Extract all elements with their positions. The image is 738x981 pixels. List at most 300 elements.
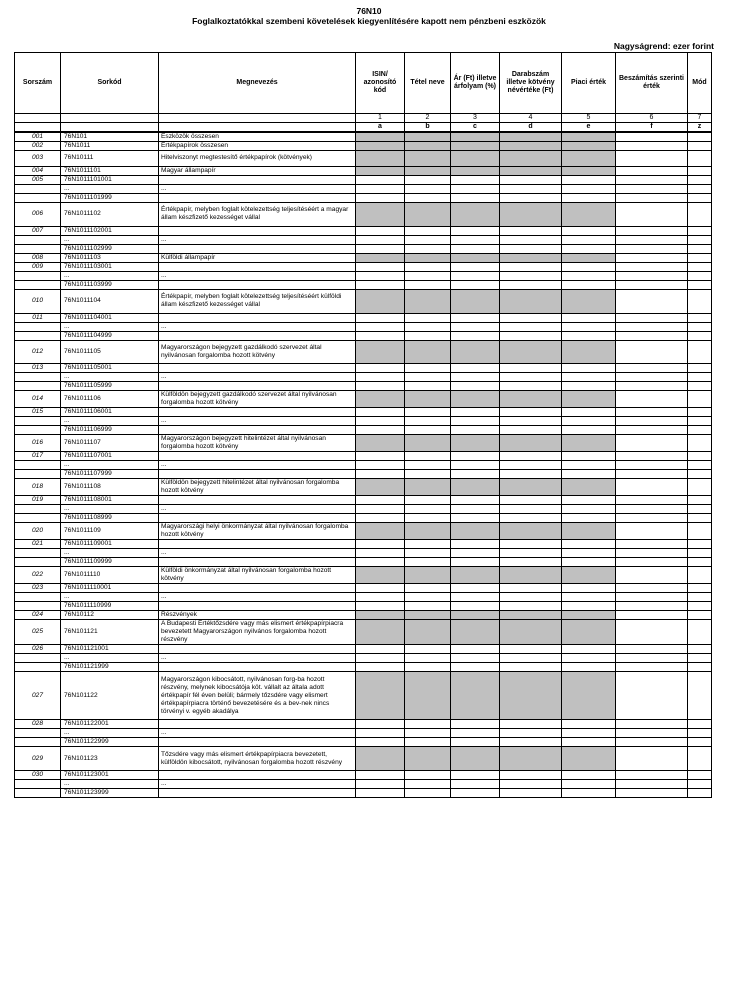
input-cell[interactable] [688,142,712,151]
input-cell[interactable] [616,593,688,602]
input-cell[interactable] [562,226,616,235]
input-cell[interactable] [500,193,562,202]
input-cell[interactable] [688,373,712,382]
input-cell[interactable] [616,620,688,645]
input-cell[interactable] [356,788,405,797]
input-cell[interactable] [616,175,688,184]
input-cell[interactable] [451,193,500,202]
input-cell[interactable] [500,663,562,672]
input-cell[interactable] [405,461,451,470]
input-cell[interactable] [451,663,500,672]
input-cell[interactable] [356,461,405,470]
input-cell[interactable] [356,514,405,523]
input-cell[interactable] [356,505,405,514]
input-cell[interactable] [688,417,712,426]
input-cell[interactable] [451,549,500,558]
input-cell[interactable] [562,426,616,435]
input-cell[interactable] [451,175,500,184]
input-cell[interactable] [616,747,688,771]
input-cell[interactable] [688,253,712,262]
input-cell[interactable] [500,461,562,470]
input-cell[interactable] [688,435,712,452]
input-cell[interactable] [500,584,562,593]
input-cell[interactable] [405,244,451,253]
input-cell[interactable] [451,514,500,523]
input-cell[interactable] [356,602,405,611]
input-cell[interactable] [688,779,712,788]
input-cell[interactable] [451,645,500,654]
input-cell[interactable] [451,788,500,797]
input-cell[interactable] [500,738,562,747]
input-cell[interactable] [356,373,405,382]
input-cell[interactable] [405,193,451,202]
input-cell[interactable] [356,779,405,788]
input-cell[interactable] [616,720,688,729]
input-cell[interactable] [451,426,500,435]
input-cell[interactable] [616,151,688,167]
input-cell[interactable] [356,470,405,479]
input-cell[interactable] [500,244,562,253]
input-cell[interactable] [405,729,451,738]
input-cell[interactable] [405,720,451,729]
input-cell[interactable] [688,663,712,672]
input-cell[interactable] [356,417,405,426]
input-cell[interactable] [500,262,562,271]
input-cell[interactable] [616,193,688,202]
input-cell[interactable] [616,654,688,663]
input-cell[interactable] [688,340,712,364]
input-cell[interactable] [451,654,500,663]
input-cell[interactable] [451,417,500,426]
input-cell[interactable] [616,558,688,567]
input-cell[interactable] [500,540,562,549]
input-cell[interactable] [562,654,616,663]
input-cell[interactable] [616,672,688,720]
input-cell[interactable] [451,729,500,738]
input-cell[interactable] [688,593,712,602]
input-cell[interactable] [405,417,451,426]
input-cell[interactable] [356,549,405,558]
input-cell[interactable] [451,558,500,567]
input-cell[interactable] [616,244,688,253]
input-cell[interactable] [562,549,616,558]
input-cell[interactable] [688,747,712,771]
input-cell[interactable] [451,461,500,470]
input-cell[interactable] [405,505,451,514]
input-cell[interactable] [616,166,688,175]
input-cell[interactable] [616,788,688,797]
input-cell[interactable] [500,496,562,505]
input-cell[interactable] [405,280,451,289]
input-cell[interactable] [688,313,712,322]
input-cell[interactable] [562,271,616,280]
input-cell[interactable] [616,584,688,593]
input-cell[interactable] [688,602,712,611]
input-cell[interactable] [405,645,451,654]
input-cell[interactable] [500,770,562,779]
input-cell[interactable] [451,505,500,514]
input-cell[interactable] [405,364,451,373]
input-cell[interactable] [688,166,712,175]
input-cell[interactable] [500,788,562,797]
input-cell[interactable] [616,738,688,747]
input-cell[interactable] [688,672,712,720]
input-cell[interactable] [616,496,688,505]
input-cell[interactable] [405,779,451,788]
input-cell[interactable] [616,770,688,779]
input-cell[interactable] [356,244,405,253]
input-cell[interactable] [688,244,712,253]
input-cell[interactable] [451,408,500,417]
input-cell[interactable] [688,426,712,435]
input-cell[interactable] [500,313,562,322]
input-cell[interactable] [562,331,616,340]
input-cell[interactable] [688,151,712,167]
input-cell[interactable] [616,253,688,262]
input-cell[interactable] [616,479,688,496]
input-cell[interactable] [562,235,616,244]
input-cell[interactable] [688,654,712,663]
input-cell[interactable] [451,313,500,322]
input-cell[interactable] [500,175,562,184]
input-cell[interactable] [356,663,405,672]
input-cell[interactable] [616,262,688,271]
input-cell[interactable] [616,461,688,470]
input-cell[interactable] [451,452,500,461]
input-cell[interactable] [688,738,712,747]
input-cell[interactable] [356,738,405,747]
input-cell[interactable] [405,602,451,611]
input-cell[interactable] [451,184,500,193]
input-cell[interactable] [562,505,616,514]
input-cell[interactable] [451,364,500,373]
input-cell[interactable] [616,452,688,461]
input-cell[interactable] [616,426,688,435]
input-cell[interactable] [405,331,451,340]
input-cell[interactable] [562,280,616,289]
input-cell[interactable] [562,514,616,523]
input-cell[interactable] [688,496,712,505]
input-cell[interactable] [356,193,405,202]
input-cell[interactable] [451,720,500,729]
input-cell[interactable] [616,523,688,540]
input-cell[interactable] [405,558,451,567]
input-cell[interactable] [356,235,405,244]
input-cell[interactable] [562,470,616,479]
input-cell[interactable] [500,505,562,514]
input-cell[interactable] [562,313,616,322]
input-cell[interactable] [562,720,616,729]
input-cell[interactable] [405,175,451,184]
input-cell[interactable] [405,770,451,779]
input-cell[interactable] [451,779,500,788]
input-cell[interactable] [405,452,451,461]
input-cell[interactable] [500,280,562,289]
input-cell[interactable] [616,408,688,417]
input-cell[interactable] [616,226,688,235]
input-cell[interactable] [500,331,562,340]
input-cell[interactable] [500,364,562,373]
input-cell[interactable] [405,654,451,663]
input-cell[interactable] [616,331,688,340]
input-cell[interactable] [616,602,688,611]
input-cell[interactable] [616,373,688,382]
input-cell[interactable] [616,540,688,549]
input-cell[interactable] [688,584,712,593]
input-cell[interactable] [688,132,712,142]
input-cell[interactable] [688,280,712,289]
input-cell[interactable] [405,235,451,244]
input-cell[interactable] [688,788,712,797]
input-cell[interactable] [405,313,451,322]
input-cell[interactable] [562,382,616,391]
input-cell[interactable] [562,262,616,271]
input-cell[interactable] [405,738,451,747]
input-cell[interactable] [562,373,616,382]
input-cell[interactable] [688,461,712,470]
input-cell[interactable] [616,729,688,738]
input-cell[interactable] [688,408,712,417]
input-cell[interactable] [688,322,712,331]
input-cell[interactable] [500,514,562,523]
input-cell[interactable] [451,226,500,235]
input-cell[interactable] [688,184,712,193]
input-cell[interactable] [500,322,562,331]
input-cell[interactable] [562,364,616,373]
input-cell[interactable] [562,788,616,797]
input-cell[interactable] [356,496,405,505]
input-cell[interactable] [356,426,405,435]
input-cell[interactable] [562,663,616,672]
input-cell[interactable] [356,322,405,331]
input-cell[interactable] [451,331,500,340]
input-cell[interactable] [688,567,712,584]
input-cell[interactable] [500,408,562,417]
input-cell[interactable] [616,611,688,620]
input-cell[interactable] [356,452,405,461]
input-cell[interactable] [616,202,688,226]
input-cell[interactable] [451,540,500,549]
input-cell[interactable] [405,470,451,479]
input-cell[interactable] [562,408,616,417]
input-cell[interactable] [688,262,712,271]
input-cell[interactable] [451,262,500,271]
input-cell[interactable] [500,184,562,193]
input-cell[interactable] [405,496,451,505]
input-cell[interactable] [688,549,712,558]
input-cell[interactable] [562,184,616,193]
input-cell[interactable] [616,322,688,331]
input-cell[interactable] [616,567,688,584]
input-cell[interactable] [356,645,405,654]
input-cell[interactable] [616,391,688,408]
input-cell[interactable] [616,340,688,364]
input-cell[interactable] [356,584,405,593]
input-cell[interactable] [500,654,562,663]
input-cell[interactable] [562,602,616,611]
input-cell[interactable] [451,322,500,331]
input-cell[interactable] [616,645,688,654]
input-cell[interactable] [405,663,451,672]
input-cell[interactable] [688,226,712,235]
input-cell[interactable] [616,132,688,142]
input-cell[interactable] [616,505,688,514]
input-cell[interactable] [688,611,712,620]
input-cell[interactable] [688,382,712,391]
input-cell[interactable] [451,244,500,253]
input-cell[interactable] [562,417,616,426]
input-cell[interactable] [356,729,405,738]
input-cell[interactable] [688,770,712,779]
input-cell[interactable] [500,645,562,654]
input-cell[interactable] [688,175,712,184]
input-cell[interactable] [405,426,451,435]
input-cell[interactable] [688,514,712,523]
input-cell[interactable] [500,549,562,558]
input-cell[interactable] [405,549,451,558]
input-cell[interactable] [405,226,451,235]
input-cell[interactable] [451,235,500,244]
input-cell[interactable] [616,779,688,788]
input-cell[interactable] [688,720,712,729]
input-cell[interactable] [562,593,616,602]
input-cell[interactable] [451,593,500,602]
input-cell[interactable] [451,584,500,593]
input-cell[interactable] [451,602,500,611]
input-cell[interactable] [500,271,562,280]
input-cell[interactable] [688,452,712,461]
input-cell[interactable] [688,271,712,280]
input-cell[interactable] [616,313,688,322]
input-cell[interactable] [688,470,712,479]
input-cell[interactable] [688,202,712,226]
input-cell[interactable] [616,235,688,244]
input-cell[interactable] [616,364,688,373]
input-cell[interactable] [405,382,451,391]
input-cell[interactable] [356,720,405,729]
input-cell[interactable] [356,280,405,289]
input-cell[interactable] [451,770,500,779]
input-cell[interactable] [356,226,405,235]
input-cell[interactable] [500,779,562,788]
input-cell[interactable] [688,479,712,496]
input-cell[interactable] [688,729,712,738]
input-cell[interactable] [500,417,562,426]
input-cell[interactable] [616,549,688,558]
input-cell[interactable] [562,770,616,779]
input-cell[interactable] [356,313,405,322]
input-cell[interactable] [562,461,616,470]
input-cell[interactable] [500,470,562,479]
input-cell[interactable] [451,496,500,505]
input-cell[interactable] [405,373,451,382]
input-cell[interactable] [500,382,562,391]
input-cell[interactable] [356,262,405,271]
input-cell[interactable] [356,331,405,340]
input-cell[interactable] [688,364,712,373]
input-cell[interactable] [356,364,405,373]
input-cell[interactable] [500,558,562,567]
input-cell[interactable] [405,584,451,593]
input-cell[interactable] [562,322,616,331]
input-cell[interactable] [616,382,688,391]
input-cell[interactable] [688,645,712,654]
input-cell[interactable] [616,435,688,452]
input-cell[interactable] [500,226,562,235]
input-cell[interactable] [616,184,688,193]
input-cell[interactable] [688,558,712,567]
input-cell[interactable] [405,540,451,549]
input-cell[interactable] [356,382,405,391]
input-cell[interactable] [562,540,616,549]
input-cell[interactable] [500,729,562,738]
input-cell[interactable] [405,514,451,523]
input-cell[interactable] [451,373,500,382]
input-cell[interactable] [356,184,405,193]
input-cell[interactable] [451,470,500,479]
input-cell[interactable] [500,373,562,382]
input-cell[interactable] [356,558,405,567]
input-cell[interactable] [562,584,616,593]
input-cell[interactable] [562,244,616,253]
input-cell[interactable] [562,738,616,747]
input-cell[interactable] [616,417,688,426]
input-cell[interactable] [356,654,405,663]
input-cell[interactable] [356,271,405,280]
input-cell[interactable] [688,620,712,645]
input-cell[interactable] [562,645,616,654]
input-cell[interactable] [500,235,562,244]
input-cell[interactable] [500,720,562,729]
input-cell[interactable] [616,663,688,672]
input-cell[interactable] [688,193,712,202]
input-cell[interactable] [356,540,405,549]
input-cell[interactable] [688,331,712,340]
input-cell[interactable] [562,193,616,202]
input-cell[interactable] [451,738,500,747]
input-cell[interactable] [451,280,500,289]
input-cell[interactable] [616,289,688,313]
input-cell[interactable] [451,382,500,391]
input-cell[interactable] [405,322,451,331]
input-cell[interactable] [562,729,616,738]
input-cell[interactable] [688,523,712,540]
input-cell[interactable] [500,602,562,611]
input-cell[interactable] [405,262,451,271]
input-cell[interactable] [616,280,688,289]
input-cell[interactable] [405,408,451,417]
input-cell[interactable] [616,470,688,479]
input-cell[interactable] [688,540,712,549]
input-cell[interactable] [356,770,405,779]
input-cell[interactable] [688,391,712,408]
input-cell[interactable] [451,271,500,280]
input-cell[interactable] [688,505,712,514]
input-cell[interactable] [616,514,688,523]
input-cell[interactable] [356,408,405,417]
input-cell[interactable] [562,558,616,567]
input-cell[interactable] [562,496,616,505]
input-cell[interactable] [500,426,562,435]
input-cell[interactable] [405,184,451,193]
input-cell[interactable] [500,452,562,461]
input-cell[interactable] [356,175,405,184]
input-cell[interactable] [562,779,616,788]
input-cell[interactable] [616,142,688,151]
input-cell[interactable] [562,175,616,184]
input-cell[interactable] [616,271,688,280]
input-cell[interactable] [356,593,405,602]
